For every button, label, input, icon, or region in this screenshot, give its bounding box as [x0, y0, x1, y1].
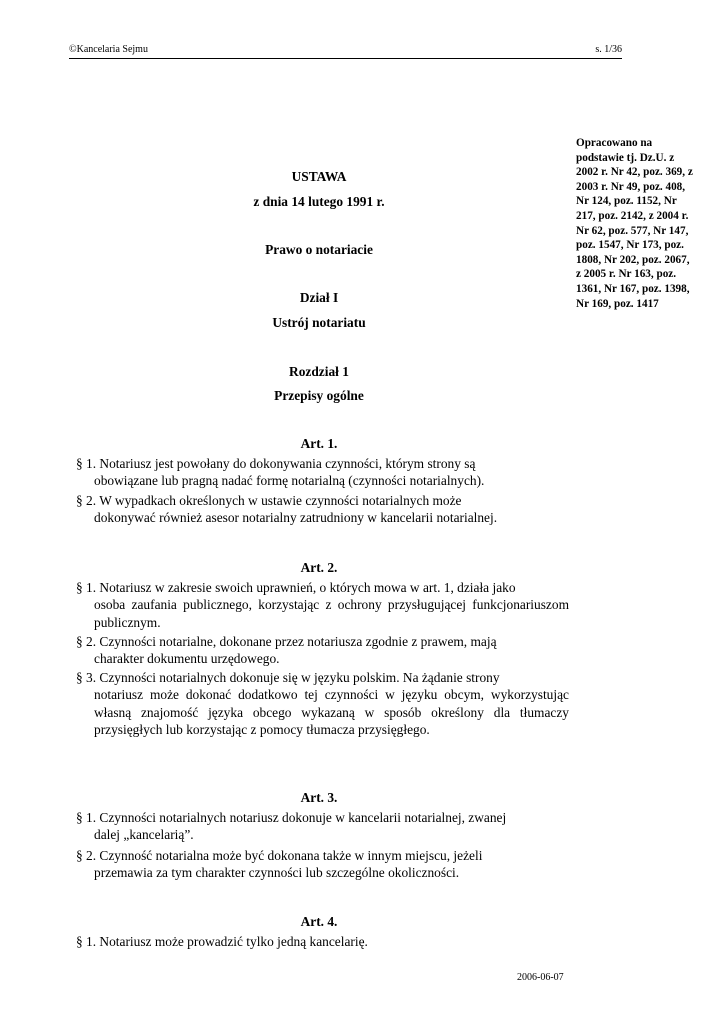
paragraph-continuation: dokonywać również asesor notarialny zatrudniony w kancelarii notarialnej.	[94, 510, 498, 526]
paragraph	[76, 579, 569, 631]
paragraph-continuation: obowiązane lub pragną nadać formę notarialną (czynności notarialnych).	[94, 473, 485, 489]
paragraph-first-line: § 1. Notariusz może prowadzić tylko jedną kancelarię.	[76, 934, 368, 949]
header-publisher: ©Kancelaria Sejmu	[69, 44, 148, 55]
paragraph-continuation: charakter dokumentu urzędowego.	[94, 651, 280, 667]
paragraph-first-line: § 2. Czynność notarialna może być dokonana także w innym miejscu, jeżeli	[76, 848, 483, 863]
paragraph	[76, 847, 569, 882]
page-header	[69, 44, 622, 59]
chapter-number: Rozdział 1	[289, 364, 349, 379]
act-date: z dnia 14 lutego 1991 r.	[253, 194, 385, 209]
paragraph-first-line: § 3. Czynności notarialnych dokonuje się w języku polskim. Na żądanie strony	[76, 670, 500, 685]
paragraph-first-line: § 2. Czynności notarialne, dokonane przez notariusza zgodnie z prawem, mają	[76, 634, 497, 649]
article-heading: Art. 2.	[300, 560, 338, 575]
chapter-name: Przepisy ogólne	[274, 388, 364, 403]
article-heading: Art. 1.	[300, 436, 338, 451]
paragraph-continuation: notariusz może dokonać dodatkowo tej czynności w języku obcym, wykorzystując własną znajomość języka obcego wykazaną w sposób określony dla tłumaczy przysięgłych lub korzystając z pomocy tłumacza przysięgłego.	[94, 687, 569, 737]
paragraph	[76, 933, 569, 950]
division-name: Ustrój notariatu	[272, 315, 366, 330]
paragraph-continuation: przemawia za tym charakter czynności lub szczególne okoliczności.	[94, 865, 460, 881]
paragraph-first-line: § 1. Notariusz jest powołany do dokonywania czynności, którym strony są	[76, 456, 476, 471]
article-heading: Art. 3.	[300, 790, 338, 805]
paragraph-continuation: osoba zaufania publicznego, korzystając z ochrony przysługującej funkcjonariuszom publicznym.	[94, 597, 569, 630]
paragraph-first-line: § 1. Notariusz w zakresie swoich uprawnień, o których mowa w art. 1, działa jako	[76, 580, 516, 595]
article-heading: Art. 4.	[300, 914, 338, 929]
header-page-number: s. 1/36	[595, 44, 622, 55]
paragraph-first-line: § 2. W wypadkach określonych w ustawie czynności notarialnych może	[76, 493, 462, 508]
paragraph	[76, 492, 569, 527]
paragraph-first-line: § 1. Czynności notarialnych notariusz dokonuje w kancelarii notarialnej, zwanej	[76, 810, 507, 825]
side-note-source: Opracowano na podstawie tj. Dz.U. z 2002 r. Nr 42, poz. 369, z 2003 r. Nr 49, poz. 408, Nr 124, poz. 1152, Nr 217, poz. 2142, z 2004 r. Nr 62, poz. 577, Nr 147, poz. 1547, Nr 173, poz. 1808, Nr 202, poz. 2067, z 2005 r. Nr 163, poz. 1361, Nr 167, poz. 1398, Nr 169, poz. 1417	[576, 137, 693, 310]
act-title: Prawo o notariacie	[265, 242, 373, 257]
paragraph	[76, 455, 569, 490]
paragraph-continuation: dalej „kancelarią”.	[94, 827, 194, 843]
division-number: Dział I	[299, 290, 339, 305]
paragraph	[76, 669, 569, 738]
act-type: USTAWA	[291, 169, 347, 184]
paragraph	[76, 809, 569, 844]
footer-date: 2006-06-07	[517, 972, 564, 983]
paragraph	[76, 633, 569, 668]
